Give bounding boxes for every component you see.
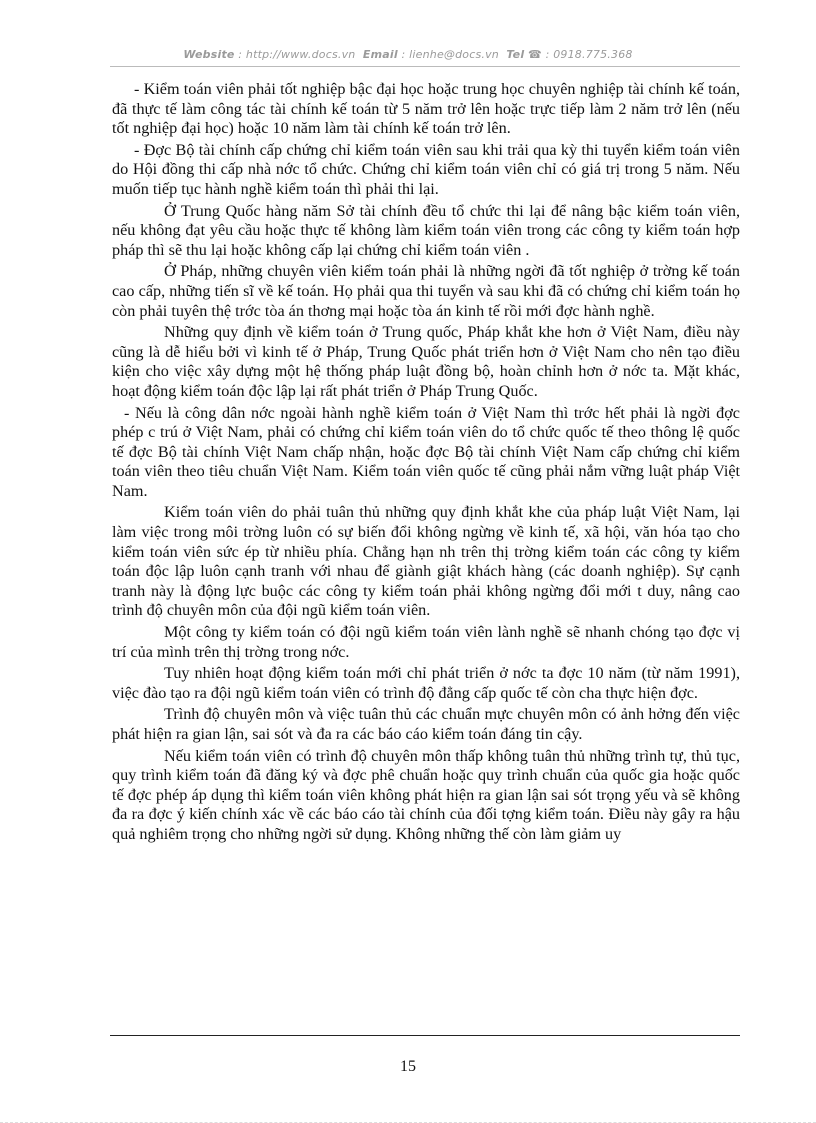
paragraph: - Đợc Bộ tài chính cấp chứng chỉ kiểm toán viên sau khi trải qua kỳ thi tuyển kiểm toán viên do Hội đồng thi cấp nhà nớc tổ chức. Chứng chỉ kiểm toán viên chỉ có giá trị trong 5 năm. Nếu muốn tiếp tục hành nghề kiểm toán thì phải thi lại. (112, 140, 740, 198)
tel-value: ☎ : 0918.775.368 (528, 48, 633, 61)
document-body (112, 80, 740, 847)
page-number: 15 (400, 1058, 416, 1075)
paragraph: Một công ty kiểm toán có đội ngũ kiểm toán viên lành nghề sẽ nhanh chóng tạo đợc vị trí của mình trên thị trờng trong nớc. (112, 623, 740, 661)
paragraph: Ở Pháp, những chuyên viên kiểm toán phải là những ngời đã tốt nghiệp ở trờng kế toán cao cấp, những tiến sĩ về kế toán. Họ phải qua thi tuyển và sau khi đã có chứng chỉ kiểm toán họ còn phải tuyên thệ trớc tòa án thơng mại hoặc tòa án kinh tế rồi mới đợc hành nghề. (112, 262, 740, 320)
paragraph: - Nếu là công dân nớc ngoài hành nghề kiểm toán ở Việt Nam thì trớc hết phải là ngời đợc phép c trú ở Việt Nam, phải có chứng chỉ kiểm toán viên do tổ chức quốc tế theo thông lệ quốc tế đợc Bộ tài chính Việt Nam chấp nhận, hoặc đợc Bộ tài chính Việt Nam cấp chứng chỉ kiểm toán viên theo tiêu chuẩn Việt Nam. Kiểm toán viên quốc tế cũng phải nắm vững luật pháp Việt Nam. (112, 403, 740, 500)
paragraph: - Kiểm toán viên phải tốt nghiệp bậc đại học hoặc trung học chuyên nghiệp tài chính kế toán, đã thực tế làm công tác tài chính kế toán từ 5 năm trở lên hoặc trực tiếp làm 2 năm trở lên (nếu tốt nghiệp đại học) hoặc 10 năm làm tài chính kế toán trở lên. (112, 80, 740, 138)
paragraph: Tuy nhiên hoạt động kiểm toán mới chỉ phát triển ở nớc ta đợc 10 năm (từ năm 1991), việc đào tạo ra đội ngũ kiểm toán viên có trình độ đẳng cấp quốc tế còn cha thực hiện đợc. (112, 664, 740, 702)
paragraph: Kiểm toán viên do phải tuân thủ những quy định khắt khe của pháp luật Việt Nam, lại làm việc trong môi trờng luôn có sự biến đổi không ngừng về kinh tế, xã hội, văn hóa tạo cho kiểm toán viên sức ép từ nhiều phía. Chẳng hạn nh trên thị trờng kiểm toán các công ty kiểm toán độc lập luôn cạnh tranh với nhau để giành giật khách hàng (các doanh nghiệp). Sự cạnh tranh này là động lực buộc các công ty kiểm toán phải không ngừng đổi mới t duy, nâng cao trình độ chuyên môn của đội ngũ kiểm toán viên. (112, 503, 740, 620)
header-divider (110, 66, 740, 67)
website-label: Website (183, 48, 235, 61)
email-label: Email (362, 48, 398, 61)
email-value: : lienhe@docs.vn (401, 48, 499, 61)
paragraph: Ở Trung Quốc hàng năm Sở tài chính đều tổ chức thi lại để nâng bậc kiểm toán viên, nếu không đạt yêu cầu hoặc thực tế không làm kiểm toán viên trong các công ty kiểm toán hợp pháp thì sẽ thu lại hoặc không cấp lại chứng chỉ kiểm toán viên . (112, 201, 740, 259)
page-header (0, 48, 816, 61)
tel-label: Tel (506, 48, 525, 61)
paragraph: Những quy định về kiểm toán ở Trung quốc, Pháp khắt khe hơn ở Việt Nam, điều này cũng là dễ hiểu bởi vì kinh tế ở Pháp, Trung Quốc phát triển hơn ở Việt Nam cho nên tạo điều kiện cho việc xây dựng một hệ thống pháp luật đồng bộ, hoàn chỉnh hơn ở nớc ta. Mặt khác, hoạt động kiểm toán độc lập lại rất phát triển ở Pháp Trung Quốc. (112, 323, 740, 400)
footer-divider (110, 1035, 740, 1036)
paragraph: Nếu kiểm toán viên có trình độ chuyên môn thấp không tuân thủ những trình tự, thủ tục, quy trình kiểm toán đã đăng ký và đợc phê chuẩn hoặc quy trình chuẩn của quốc gia hoặc quốc tế đợc phép áp dụng thì kiểm toán viên không phát hiện ra gian lận sai sót trọng yếu và sẽ không đa ra đợc ý kiến chính xác về các báo cáo tài chính của đối tợng kiểm toán. Điều này gây ra hậu quả nghiêm trọng cho những ngời sử dụng. Không những thế còn làm giảm uy (112, 746, 740, 843)
website-value: : http://www.docs.vn (238, 48, 356, 61)
paragraph: Trình độ chuyên môn và việc tuân thủ các chuẩn mực chuyên môn có ảnh hởng đến việc phát hiện ra gian lận, sai sót và đa ra các báo cáo kiểm toán đáng tin cậy. (112, 705, 740, 743)
